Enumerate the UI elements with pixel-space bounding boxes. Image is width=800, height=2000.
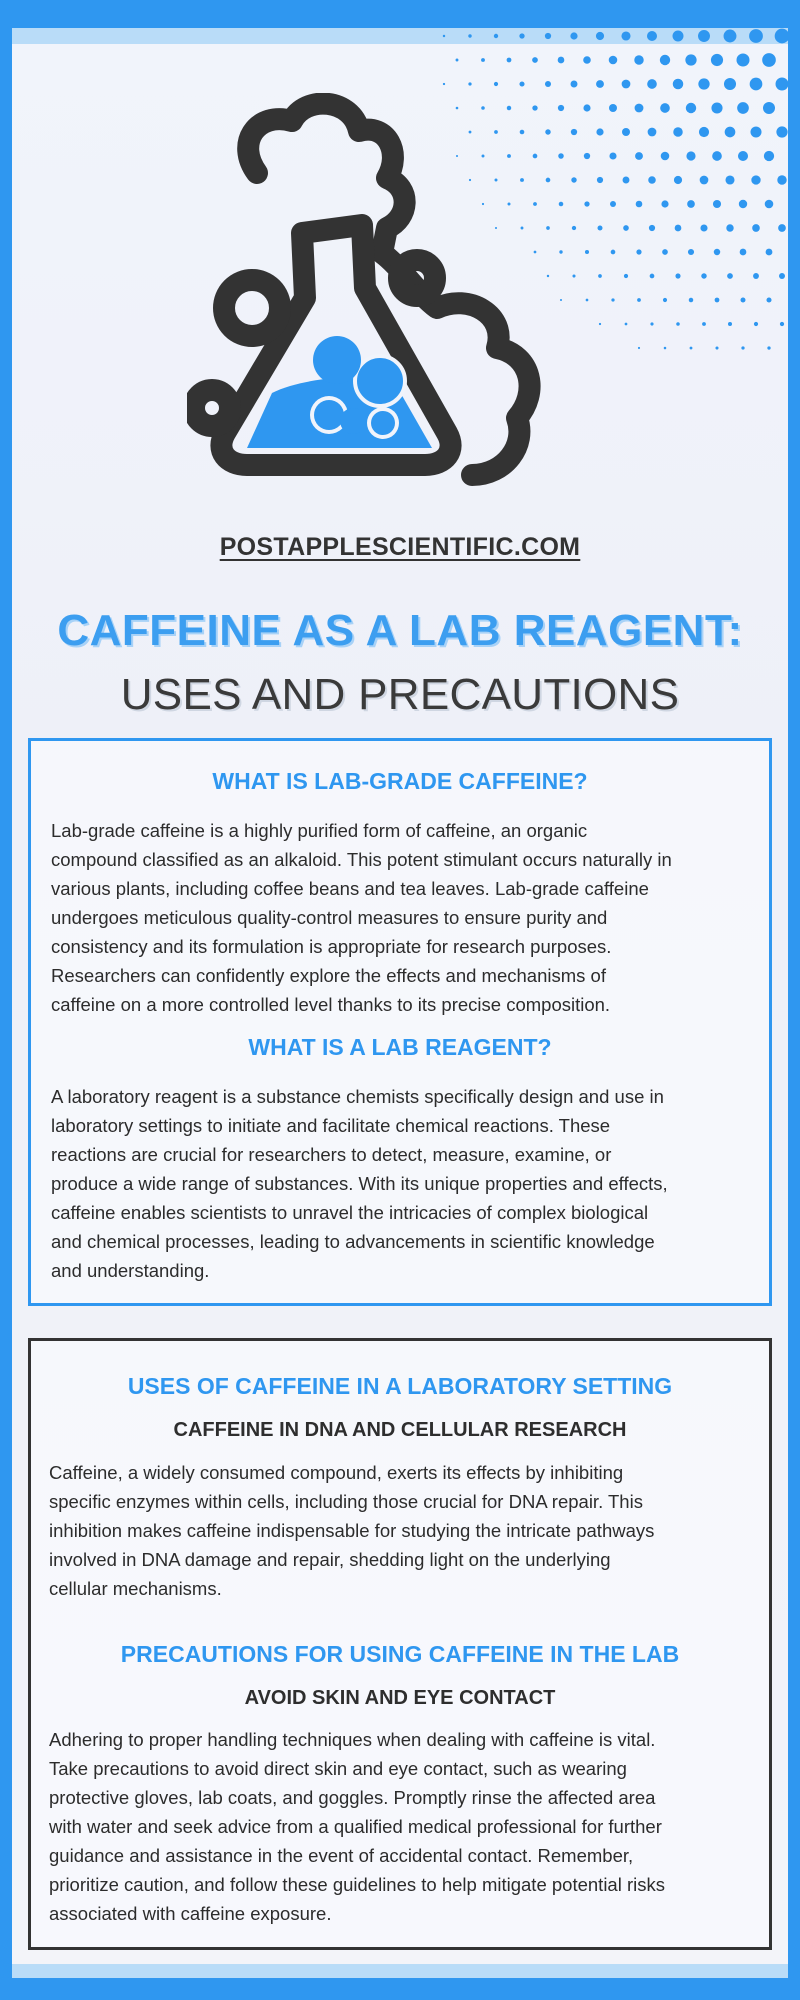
halftone-dot — [661, 200, 668, 207]
body-line: and understanding. — [51, 1260, 210, 1281]
body-line: and chemical processes, leading to advancements in scientific knowledge — [51, 1231, 655, 1252]
halftone-dot — [661, 152, 670, 161]
halftone-dot — [685, 54, 696, 65]
halftone-dot — [624, 274, 628, 278]
body-line: protective gloves, lab coats, and goggles. Promptly rinse the affected area — [49, 1787, 656, 1808]
halftone-dot — [702, 322, 706, 326]
halftone-dot — [609, 104, 617, 112]
body-line: specific enzymes within cells, including those crucial for DNA repair. This — [49, 1491, 643, 1512]
halftone-dot — [468, 34, 471, 37]
halftone-dot — [741, 346, 744, 349]
infographic-page — [12, 28, 788, 1978]
halftone-dot — [739, 200, 747, 208]
halftone-dot — [686, 151, 695, 160]
body-line: associated with caffeine exposure. — [49, 1903, 332, 1924]
bottom-band — [12, 1964, 788, 1978]
halftone-dot — [700, 224, 707, 231]
halftone-dot — [675, 273, 680, 278]
body-line: inhibition makes caffeine indispensable for studying the intricate pathways — [49, 1520, 655, 1541]
halftone-dot — [715, 298, 720, 303]
halftone-dot — [764, 151, 774, 161]
halftone-dot — [776, 126, 787, 137]
body-line: reactions are crucial for researchers to detect, measure, examine, or — [51, 1144, 612, 1165]
title-line-1: CAFFEINE AS A LAB REAGENT: — [57, 606, 743, 655]
halftone-dot — [648, 128, 657, 137]
body-line: involved in DNA damage and repair, shedding light on the underlying — [49, 1549, 611, 1570]
halftone-dot — [623, 177, 630, 184]
halftone-dot — [558, 57, 565, 64]
halftone-dot — [686, 103, 696, 113]
halftone-dot — [622, 80, 631, 89]
halftone-dot — [699, 127, 709, 137]
body-line: prioritize caution, and follow these guidelines to help mitigate potential risks — [49, 1874, 665, 1895]
halftone-dot — [751, 175, 760, 184]
halftone-dot — [673, 31, 684, 42]
halftone-dot — [609, 152, 616, 159]
body-line: produce a wide range of substances. With its unique properties and effects, — [51, 1173, 668, 1194]
halftone-dot — [635, 152, 643, 160]
body-line: undergoes meticulous quality-control measures to ensure purity and — [51, 907, 608, 928]
halftone-dot — [775, 29, 788, 44]
halftone-dot — [698, 78, 709, 89]
halftone-dot — [621, 31, 630, 40]
halftone-dot — [687, 200, 695, 208]
body-line: Lab-grade caffeine is a highly purified form of caffeine, an organic — [51, 820, 588, 841]
halftone-dot — [622, 128, 630, 136]
body-line: various plants, including coffee beans and tea leaves. Lab-grade caffeine — [51, 878, 649, 899]
halftone-dot — [690, 347, 693, 350]
body-line: consistency and its formulation is appropriate for research purposes. — [51, 936, 612, 957]
halftone-dot — [637, 298, 641, 302]
halftone-dot — [636, 249, 641, 254]
halftone-dot — [725, 127, 736, 138]
body-line: Adhering to proper handling techniques when dealing with caffeine is vital. — [49, 1729, 656, 1750]
body-line: A laboratory reagent is a substance chemists specifically design and use in — [51, 1086, 664, 1107]
section-body-lab-grade-caffeine — [51, 816, 761, 1019]
halftone-dot — [494, 82, 498, 86]
halftone-dot — [647, 31, 657, 41]
halftone-dot — [636, 201, 643, 208]
halftone-dot — [494, 34, 498, 38]
body-line: laboratory settings to initiate and facilitate chemical reactions. These — [51, 1115, 611, 1136]
halftone-dot — [625, 323, 628, 326]
halftone-dot — [715, 346, 718, 349]
section-heading-precautions: PRECAUTIONS FOR USING CAFFEINE IN THE LAB — [120, 1641, 680, 1667]
section-heading-lab-reagent: WHAT IS A LAB REAGENT? — [248, 1034, 552, 1060]
chemistry-flask-icon — [187, 93, 607, 503]
halftone-dot — [766, 249, 773, 256]
halftone-dot — [545, 33, 551, 39]
info-box-uses-precautions — [28, 1338, 772, 1950]
halftone-dot — [762, 53, 776, 67]
body-line: compound classified as an alkaloid. This potent stimulant occurs naturally in — [51, 849, 672, 870]
halftone-dot — [779, 273, 785, 279]
halftone-dot — [737, 54, 750, 67]
halftone-dot — [698, 30, 710, 42]
halftone-dot — [728, 322, 732, 326]
halftone-dot — [767, 346, 770, 349]
halftone-dot — [676, 322, 680, 326]
body-line: caffeine enables scientists to unravel the intricacies of complex biological — [51, 1202, 649, 1223]
halftone-dot — [570, 32, 577, 39]
halftone-dot — [741, 298, 746, 303]
halftone-dot — [777, 175, 786, 184]
halftone-dot — [726, 224, 733, 231]
halftone-dot — [596, 80, 604, 88]
halftone-dot — [673, 79, 684, 90]
halftone-dot — [519, 81, 524, 86]
halftone-dot — [583, 56, 591, 64]
body-line: with water and seek advice from a qualified medical professional for further — [49, 1816, 662, 1837]
body-line: cellular mechanisms. — [49, 1578, 222, 1599]
section-heading-lab-grade-caffeine: WHAT IS LAB-GRADE CAFFEINE? — [212, 768, 588, 794]
section-body-skin-eye — [49, 1725, 764, 1928]
halftone-dot — [776, 78, 788, 91]
halftone-dot — [675, 225, 682, 232]
halftone-dot — [611, 250, 616, 255]
info-box-definitions — [28, 738, 772, 1306]
halftone-dot — [650, 322, 653, 325]
halftone-dot — [714, 249, 720, 255]
halftone-dot — [507, 58, 512, 63]
halftone-dot — [763, 102, 775, 114]
halftone-dot — [724, 30, 737, 43]
section-subheading-dna-research: CAFFEINE IN DNA AND CELLULAR RESEARCH — [173, 1419, 627, 1441]
halftone-dot — [701, 273, 706, 278]
halftone-dot — [766, 297, 771, 302]
section-body-lab-reagent — [51, 1082, 761, 1285]
halftone-dot — [634, 55, 643, 64]
halftone-dot — [689, 298, 694, 303]
halftone-dot — [752, 224, 760, 232]
halftone-dot — [727, 273, 733, 279]
halftone-dot — [443, 83, 445, 85]
halftone-dot — [660, 103, 670, 113]
halftone-dot — [780, 322, 784, 326]
halftone-dot — [713, 200, 721, 208]
halftone-dot — [660, 55, 670, 65]
section-body-dna-research — [49, 1458, 759, 1603]
section-heading-uses: USES OF CAFFEINE IN A LABORATORY SETTING — [127, 1373, 673, 1399]
halftone-dot — [609, 56, 618, 65]
halftone-dot — [610, 201, 616, 207]
halftone-dot — [571, 81, 578, 88]
halftone-dot — [456, 59, 459, 62]
halftone-dot — [750, 126, 761, 137]
halftone-dot — [753, 273, 759, 279]
halftone-dot — [674, 176, 682, 184]
body-line: Researchers can confidently explore the effects and mechanisms of — [51, 965, 606, 986]
site-name: POSTAPPLESCIENTIFIC.COM — [219, 533, 581, 561]
title-line-2: USES AND PRECAUTIONS — [120, 670, 680, 719]
halftone-dot — [725, 175, 734, 184]
halftone-dot — [688, 249, 694, 255]
halftone-dot — [724, 78, 736, 90]
halftone-dot — [738, 151, 748, 161]
halftone-dot — [750, 78, 763, 91]
halftone-dot — [700, 176, 709, 185]
halftone-dot — [649, 225, 655, 231]
halftone-dot — [647, 79, 657, 89]
body-line: caffeine on a more controlled level thanks to its precise composition. — [51, 994, 611, 1015]
halftone-dot — [711, 102, 722, 113]
halftone-dot — [662, 249, 668, 255]
halftone-dot — [664, 347, 667, 350]
halftone-dot — [623, 225, 629, 231]
halftone-dot — [611, 298, 614, 301]
halftone-dot — [468, 82, 471, 85]
halftone-dot — [663, 298, 667, 302]
halftone-dot — [673, 127, 683, 137]
halftone-dot — [648, 176, 656, 184]
halftone-dot — [737, 102, 749, 114]
halftone-dot — [778, 224, 786, 232]
halftone-dot — [638, 347, 640, 349]
halftone-dot — [749, 29, 763, 43]
halftone-dot — [532, 57, 538, 63]
body-line: Take precautions to avoid direct skin and eye contact, such as wearing — [49, 1758, 627, 1779]
halftone-dot — [754, 322, 758, 326]
halftone-dot — [481, 58, 485, 62]
halftone-dot — [765, 200, 774, 209]
halftone-dot — [635, 104, 644, 113]
body-line: Caffeine, a widely consumed compound, exerts its effects by inhibiting — [49, 1462, 624, 1483]
halftone-dot — [519, 33, 524, 38]
halftone-dot — [740, 249, 747, 256]
halftone-dot — [711, 54, 723, 66]
halftone-dot — [650, 274, 655, 279]
body-line: guidance and assistance in the event of accidental contact. Remember, — [49, 1845, 634, 1866]
halftone-dot — [443, 35, 445, 37]
halftone-dot — [596, 32, 604, 40]
halftone-dot — [712, 151, 722, 161]
section-subheading-skin-eye: AVOID SKIN AND EYE CONTACT — [244, 1687, 556, 1709]
halftone-dot — [545, 81, 551, 87]
